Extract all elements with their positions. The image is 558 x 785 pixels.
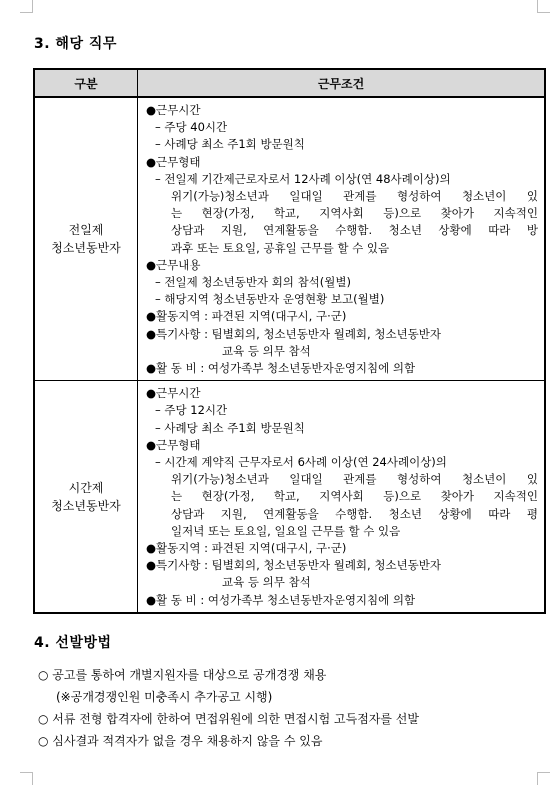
category-label-line: 전일제 bbox=[68, 223, 104, 238]
condition-line: – 시간제 계약직 근무자로서 6사례 이상(연 24사례이상)의 bbox=[155, 455, 447, 470]
table-header-row bbox=[34, 69, 545, 97]
category-label-line: 시간제 bbox=[68, 480, 104, 495]
job-conditions-table bbox=[33, 68, 546, 614]
condition-line: ●특기사항 : 팀별회의, 청소년동반자 월례회, 청소년동반자 bbox=[146, 558, 442, 573]
section-3-title: 3. 해당 직무 bbox=[34, 36, 117, 52]
condition-line: – 전일제 기간제근로자로서 12사례 이상(연 48사례이상)의 bbox=[155, 171, 451, 186]
header-conditions: 근무조건 bbox=[138, 69, 546, 97]
condition-line: 는 현장(가정, 학교, 지역사회 등)으로 찾아가 지속적인 bbox=[171, 206, 538, 221]
condition-line: ●근무시간 bbox=[146, 103, 201, 117]
category-label-line: 청소년동반자 bbox=[51, 241, 121, 256]
category-label-line: 청소년동반자 bbox=[51, 498, 121, 513]
crop-mark-top-right bbox=[537, 0, 550, 13]
table-row-fulltime bbox=[34, 97, 545, 381]
condition-line: ●활동지역 : 파견된 지역(대구시, 구·군) bbox=[146, 309, 347, 324]
header-category: 구분 bbox=[34, 69, 138, 97]
condition-line: – 사례당 최소 주1회 방문원칙 bbox=[155, 137, 305, 152]
selection-item: ○ 공고를 통하여 개별지원자를 대상으로 공개경쟁 채용 bbox=[38, 668, 327, 682]
condition-line: 교육 등 의무 참석 bbox=[222, 575, 311, 590]
category-cell-parttime bbox=[34, 381, 138, 613]
condition-line: ●활 동 비 : 여성가족부 청소년동반자운영지침에 의함 bbox=[146, 592, 416, 607]
condition-line: 위기(가능)청소년과 일대일 관계를 형성하여 청소년이 있 bbox=[171, 189, 538, 204]
condition-line: 과후 또는 토요일, 공휴일 근무를 할 수 있음 bbox=[171, 240, 390, 255]
condition-line: – 사례당 최소 주1회 방문원칙 bbox=[155, 420, 305, 435]
condition-line: – 해당지역 청소년동반자 운영현황 보고(월별) bbox=[155, 292, 385, 307]
table-row-parttime bbox=[34, 381, 545, 613]
condition-line: 교육 등 의무 참석 bbox=[222, 343, 311, 358]
section-4-title: 4. 선발방법 bbox=[34, 635, 112, 651]
condition-line: 상담과 지원, 연계활동을 수행함. 청소년 상황에 따라 평 bbox=[171, 506, 538, 521]
crop-mark-bottom-left bbox=[20, 772, 33, 785]
condition-line: ●활동지역 : 파견된 지역(대구시, 구·군) bbox=[146, 541, 347, 556]
condition-line: 일저녁 또는 토요일, 일요일 근무를 할 수 있음 bbox=[171, 523, 401, 538]
category-cell-fulltime bbox=[34, 97, 138, 381]
condition-line: – 전일제 청소년동반자 회의 참석(월별) bbox=[155, 275, 351, 290]
condition-line: 는 현장(가정, 학교, 지역사회 등)으로 찾아가 지속적인 bbox=[171, 489, 538, 504]
crop-mark-bottom-right bbox=[537, 772, 550, 785]
condition-line: ●특기사항 : 팀별회의, 청소년동반자 월례회, 청소년동반자 bbox=[146, 326, 442, 341]
selection-item: ○ 심사결과 적격자가 없을 경우 채용하지 않을 수 있음 bbox=[38, 734, 323, 748]
condition-line: – 주당 12시간 bbox=[155, 403, 228, 418]
condition-line: 상담과 지원, 연계활동을 수행함. 청소년 상황에 따라 방 bbox=[171, 223, 538, 238]
condition-line: – 주당 40시간 bbox=[155, 120, 228, 135]
conditions-cell-fulltime bbox=[138, 97, 546, 381]
condition-line: ●근무내용 bbox=[146, 257, 201, 272]
condition-line: ●활 동 비 : 여성가족부 청소년동반자운영지침에 의함 bbox=[146, 361, 416, 376]
crop-mark-top-left bbox=[20, 0, 33, 13]
selection-item: ○ 서류 전형 합격자에 한하여 면접위원에 의한 면접시험 고득점자를 선발 bbox=[38, 712, 419, 726]
selection-note: (※공개경쟁인원 미충족시 추가공고 시행) bbox=[56, 690, 273, 704]
condition-line: ●근무형태 bbox=[146, 437, 201, 452]
condition-line: ●근무형태 bbox=[146, 154, 201, 169]
condition-line: ●근무시간 bbox=[146, 386, 201, 401]
condition-line: 위기(가능)청소년과 일대일 관계를 형성하여 청소년이 있 bbox=[171, 472, 538, 487]
conditions-cell-parttime bbox=[138, 381, 546, 613]
